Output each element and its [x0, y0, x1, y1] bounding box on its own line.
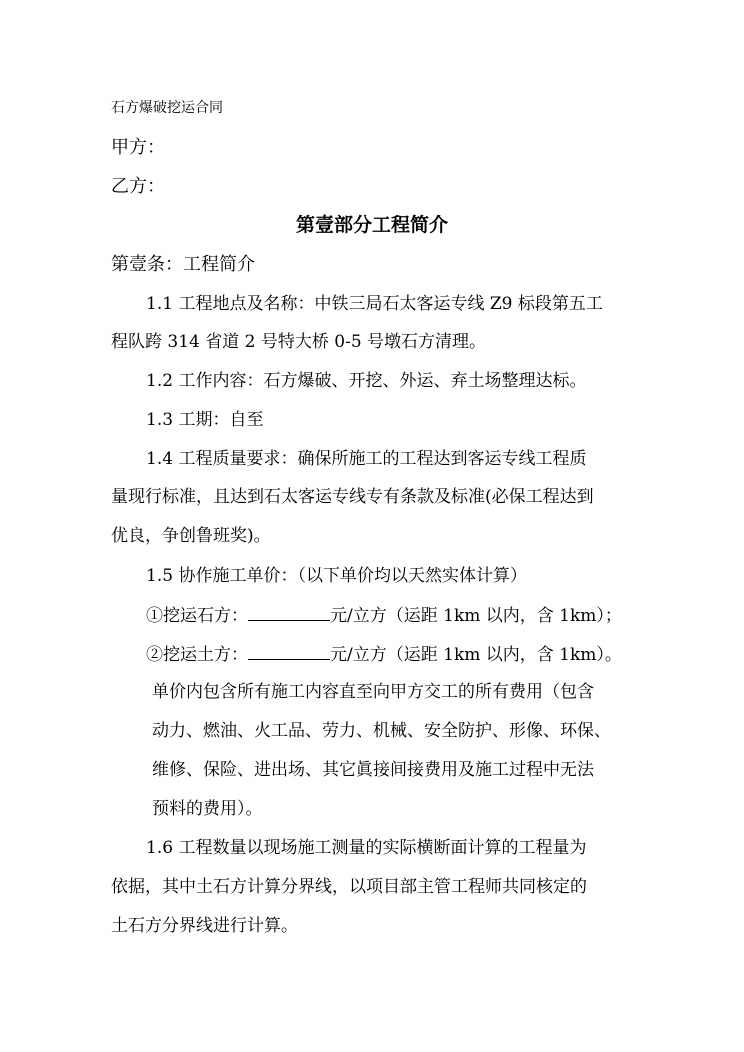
price-rock-row [146, 602, 622, 628]
clause-1-2: 1.2 工作内容：石方爆破、开挖、外运、弃土场整理达标。 [146, 371, 587, 391]
clause-1-5: 1.5 协作施工单价：（以下单价均以天然实体计算） [146, 566, 527, 586]
party-a-label: 甲方： [111, 137, 165, 158]
clause-1-4-line-2: 量现行标准，且达到石太客运专线专有条款及标准(必保工程达到 [111, 487, 594, 507]
clause-1-3: 1.3 工期：自至 [146, 410, 264, 430]
clause-1-1-line-2: 程队跨 314 省道 2 号特大桥 0-5 号墩石方清理。 [111, 332, 487, 352]
clause-1-1-line-1: 1.1 工程地点及名称：中铁三局石太客运专线 Z9 标段第五工 [146, 294, 603, 314]
price-soil-row [146, 641, 622, 667]
price-soil-blank [248, 641, 330, 660]
price-note-line-3: 维修、保险、进出场、其它眞接间接费用及施工过程中无法 [152, 760, 594, 780]
clause-1-4-line-3: 优良，争创鲁班奖)。 [111, 526, 271, 546]
clause-1-6-line-2: 依据，其中土石方计算分界线，以项目部主管工程师共同核定的 [111, 877, 587, 897]
clause-1-6-line-3: 土石方分界线进行计算。 [111, 916, 298, 936]
article-title: 第壹条：工程简介 [111, 254, 255, 275]
price-note-line-1: 单价内包含所有施工内容直至向甲方交工的所有费用（包含 [152, 682, 594, 702]
clause-1-4-line-1: 1.4 工程质量要求：确保所施工的工程达到客运专线工程质 [146, 449, 587, 469]
price-soil-label: ②挖运土方： [146, 645, 248, 665]
price-note-line-2: 动力、燃油、火工品、劳力、机械、安全防护、形像、环保、 [152, 721, 611, 741]
price-rock-label: ①挖运石方： [146, 606, 248, 626]
clause-1-6-line-1: 1.6 工程数量以现场施工测量的实际横断面计算的工程量为 [146, 838, 587, 858]
price-rock-unit: 元/立方（运距 1km 以内，含 1km）； [330, 606, 622, 626]
price-soil-unit: 元/立方（运距 1km 以内，含 1km）。 [330, 645, 622, 665]
price-rock-blank [248, 602, 330, 621]
price-note-line-4: 预料的费用）。 [152, 799, 263, 819]
document-header: 石方爆破挖运合同 [111, 99, 223, 115]
party-b-label: 乙方： [111, 176, 165, 197]
section-title: 第壹部分工程简介 [295, 214, 448, 236]
